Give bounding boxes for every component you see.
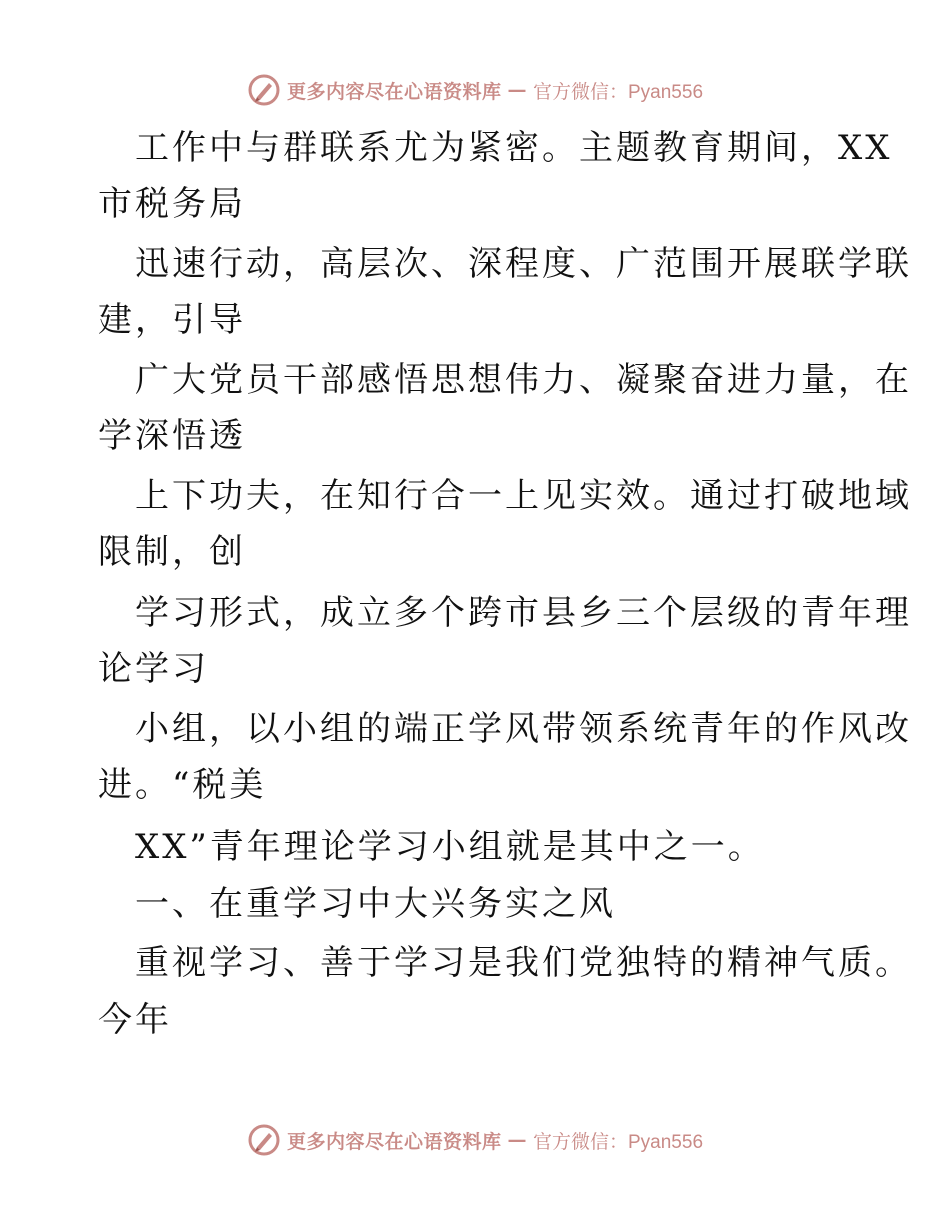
- text-line: 重视学习、善于学习是我们党独特的精神气质。: [135, 943, 912, 983]
- text-line: 今年: [98, 1000, 172, 1040]
- text-line: 建，引导: [98, 300, 246, 340]
- watermark-text: 更多内容尽在心语资料库: [286, 80, 502, 103]
- pen-logo-icon: [247, 1123, 281, 1157]
- watermark-separator: —: [507, 79, 527, 101]
- watermark-contact: 官方微信：Pyan556: [533, 81, 704, 103]
- text-line: 进。“税美: [98, 765, 267, 805]
- text-line: 学深悟透: [98, 416, 246, 456]
- text-line: 市税务局: [98, 184, 246, 224]
- text-line: 上下功夫，在知行合一上见实效。通过打破地域: [135, 476, 912, 516]
- text-line: 广大党员干部感悟思想伟力、凝聚奋进力量，在: [135, 360, 912, 400]
- watermark-separator: —: [507, 1129, 527, 1151]
- watermark-contact: 官方微信：Pyan556: [533, 1131, 704, 1153]
- watermark-text: 更多内容尽在心语资料库: [286, 1130, 502, 1153]
- text-line: XX”青年理论学习小组就是其中之一。: [135, 827, 765, 867]
- text-line: 学习形式，成立多个跨市县乡三个层级的青年理: [135, 593, 912, 633]
- text-line: 工作中与群联系尤为紧密。主题教育期间，XX: [135, 128, 893, 168]
- footer-watermark: [0, 1120, 950, 1160]
- text-line: 论学习: [98, 649, 209, 689]
- text-line: 小组，以小组的端正学风带领系统青年的作风改: [135, 709, 912, 749]
- section-heading: 一、在重学习中大兴务实之风: [135, 884, 616, 924]
- text-line: 限制，创: [98, 532, 246, 572]
- text-line: 迅速行动，高层次、深程度、广范围开展联学联: [135, 244, 912, 284]
